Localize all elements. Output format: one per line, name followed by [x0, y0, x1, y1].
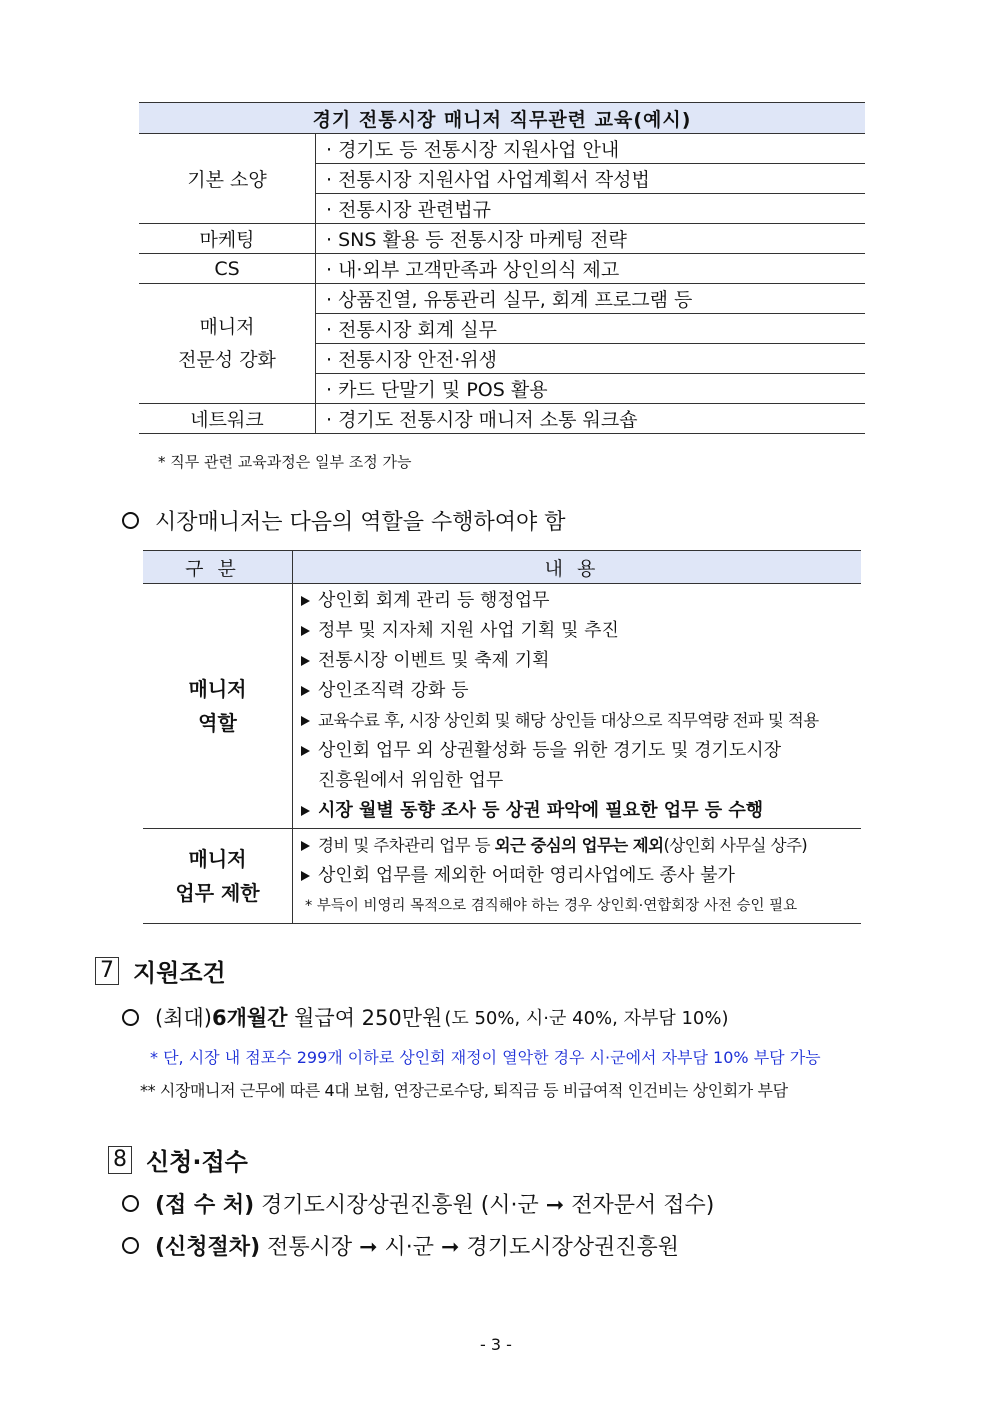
triangle-bullet-icon	[301, 841, 310, 851]
triangle-bullet-icon	[301, 686, 310, 696]
manager-role-items	[293, 584, 862, 829]
triangle-bullet-icon	[301, 656, 310, 666]
triangle-bullet-icon	[301, 596, 310, 606]
table-note: * 직무 관련 교육과정은 일부 조정 가능	[158, 453, 412, 471]
apply-bullet-1: (접 수 처) 경기도시장상권진흥원 (시·군 ➞ 전자문서 접수)	[122, 1188, 714, 1219]
category-marketing: 마케팅	[139, 224, 316, 254]
section-number-box: 8	[108, 1146, 132, 1174]
list-item: 전통시장 이벤트 및 축제 기획	[301, 646, 861, 676]
limit-note: * 부득이 비영리 목적으로 겸직해야 하는 경우 상인회·연합회장 사전 승인 필요	[305, 898, 798, 914]
circle-bullet-icon	[122, 512, 139, 529]
list-item: 상인조직력 강화 등	[301, 676, 861, 706]
header-category: 구분	[143, 551, 293, 584]
page-number: - 3 -	[480, 1335, 512, 1354]
manager-role-cat1: 매니저	[188, 677, 247, 701]
triangle-bullet-icon	[301, 871, 310, 881]
table-cell: · 상품진열, 유통관리 실무, 회계 프로그램 등	[316, 284, 866, 314]
section-title: 지원조건	[133, 959, 226, 987]
table-cell: · 전통시장 안전·위생	[316, 344, 866, 374]
table-cell: · 내·외부 고객만족과 상인의식 제고	[316, 254, 866, 284]
apply-bullet-2: (신청절차) 전통시장 ➞ 시·군 ➞ 경기도시장상권진흥원	[122, 1230, 679, 1261]
triangle-bullet-icon	[301, 806, 310, 816]
category-basic: 기본 소양	[139, 134, 316, 224]
table-cell: · 카드 단말기 및 POS 활용	[316, 374, 866, 404]
triangle-bullet-icon	[301, 716, 310, 726]
category-expertise-line1: 매니저	[199, 315, 255, 338]
table-cell: · 경기도 등 전통시장 지원사업 안내	[316, 134, 866, 164]
triangle-bullet-icon	[301, 746, 310, 756]
manager-role-category	[143, 584, 293, 829]
header-content: 내용	[293, 551, 862, 584]
section-7-heading	[95, 953, 226, 988]
manager-role-cat2: 역할	[198, 711, 237, 735]
list-item: 상인회 업무 외 상권활성화 등을 위한 경기도 및 경기도시장	[301, 736, 861, 766]
education-table-title: 경기 전통시장 매니저 직무관련 교육(예시)	[139, 103, 865, 134]
table-cell: · SNS 활용 등 전통시장 마케팅 전략	[316, 224, 866, 254]
table-cell: · 경기도 전통시장 매니저 소통 워크숍	[316, 404, 866, 434]
manager-limit-cat1: 매니저	[188, 847, 247, 871]
support-note-1: * 단, 시장 내 점포수 299개 이하로 상인회 재정이 열악한 경우 시·군에서 자부담 10% 부담 가능	[150, 1048, 821, 1067]
education-table	[139, 102, 865, 434]
category-cs: CS	[139, 254, 316, 284]
manager-limit-items	[293, 829, 862, 924]
section-title: 신청·접수	[146, 1148, 248, 1176]
list-item: 경비 및 주차관리 업무 등 외근 중심의 업무는 제외(상인회 사무실 상주)	[301, 831, 861, 861]
list-item-emphasis: 시장 월별 동향 조사 등 상권 파악에 필요한 업무 등 수행	[301, 796, 861, 826]
category-network: 네트워크	[139, 404, 316, 434]
role-table	[143, 550, 861, 924]
category-expertise-line2: 전문성 강화	[178, 348, 276, 371]
manager-limit-category	[143, 829, 293, 924]
circle-bullet-icon	[122, 1237, 139, 1254]
role-bullet	[122, 505, 566, 536]
triangle-bullet-icon	[301, 626, 310, 636]
category-expertise	[139, 284, 316, 404]
list-item: 상인회 업무를 제외한 어떠한 영리사업에도 종사 불가	[301, 861, 861, 891]
list-item: 정부 및 지자체 지원 사업 기획 및 추진	[301, 616, 861, 646]
circle-bullet-icon	[122, 1195, 139, 1212]
support-note-2: ** 시장매니저 근무에 따른 4대 보험, 연장근로수당, 퇴직금 등 비급여적 인건비는 상인회가 부담	[140, 1081, 788, 1100]
role-bullet-text: 시장매니저는 다음의 역할을 수행하여야 함	[155, 510, 566, 535]
table-cell: · 전통시장 지원사업 사업계획서 작성법	[316, 164, 866, 194]
list-item: 교육수료 후, 시장 상인회 및 해당 상인들 대상으로 직무역량 전파 및 적용	[301, 706, 861, 736]
table-cell: · 전통시장 회계 실무	[316, 314, 866, 344]
table-cell: · 전통시장 관련법규	[316, 194, 866, 224]
manager-limit-cat2: 업무 제한	[175, 881, 260, 905]
circle-bullet-icon	[122, 1009, 139, 1026]
support-bullet: (최대) 6개월간 월급여 250만원 (도 50%, 시·군 40%, 자부담 10%)	[122, 1002, 729, 1032]
list-item: 상인회 회계 관리 등 행정업무	[301, 586, 861, 616]
section-8-heading	[108, 1142, 248, 1177]
section-number-box: 7	[95, 957, 119, 985]
list-item-continued: 진흥원에서 위임한 업무	[318, 770, 504, 791]
